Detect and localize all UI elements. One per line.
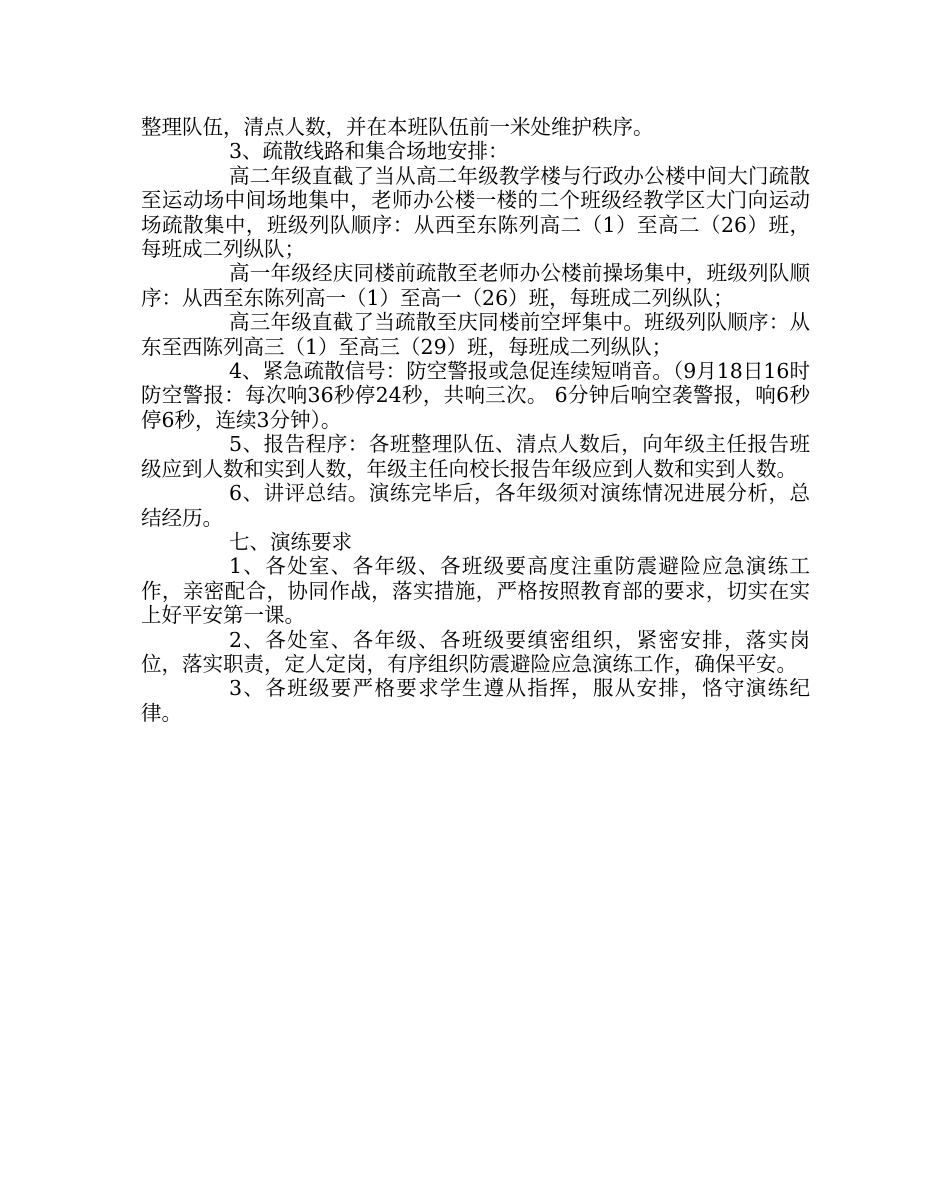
paragraph-evacuation-routes-heading: 3、疏散线路和集合场地安排： (229, 139, 509, 164)
paragraph-requirement-3: 3、各班级要严格要求学生遵从指挥，服从安排，恪守演练纪律。 (141, 676, 810, 725)
paragraph-grade-three-route: 高三年级直截了当疏散至庆同楼前空坪集中。班级列队顺序：从东至西陈列高三（1）至高三（29）班，每班成二列纵队； (141, 310, 810, 359)
paragraph-reporting-procedure: 5、报告程序：各班整理队伍、清点人数后，向年级主任报告班级应到人数和实到人数，年级主任向校长报告年级应到人数和实到人数。 (141, 432, 810, 481)
paragraph-requirement-1: 1、各处室、各年级、各班级要高度注重防震避险应急演练工作，亲密配合，协同作战，落实措施，严格按照教育部的要求，切实在实上好平安第一课。 (141, 554, 810, 628)
section-heading-drill-requirements: 七、演练要求 (229, 529, 352, 554)
paragraph-grade-two-route: 高二年级直截了当从高二年级教学楼与行政办公楼中间大门疏散至运动场中间场地集中，老师办公楼一楼的二个班级经教学区大门向运动场疏散集中，班级列队顺序：从西至东陈列高二（1）至高二（26）班，每班成二列纵队； (141, 163, 810, 262)
paragraph-emergency-signal: 4、紧急疏散信号：防空警报或急促连续短哨音。（9月18日16时防空警报：每次响36秒停24秒，共响三次。 6分钟后响空袭警报，响6秒停6秒，连续3分钟）。 (141, 359, 810, 432)
document-body (141, 115, 810, 725)
paragraph-continuation: 整理队伍，清点人数，并在本班队伍前一米处维护秩序。 (141, 115, 654, 139)
paragraph-requirement-2: 2、各处室、各年级、各班级要缜密组织，紧密安排，落实岗位，落实职责，定人定岗，有序组织防震避险应急演练工作，确保平安。 (141, 627, 810, 676)
paragraph-grade-one-route: 高一年级经庆同楼前疏散至老师办公楼前操场集中，班级列队顺序：从西至东陈列高一（1）至高一（26）班，每班成二列纵队； (141, 261, 810, 310)
paragraph-review-summary: 6、讲评总结。演练完毕后，各年级须对演练情况进展分析，总结经历。 (141, 481, 810, 530)
